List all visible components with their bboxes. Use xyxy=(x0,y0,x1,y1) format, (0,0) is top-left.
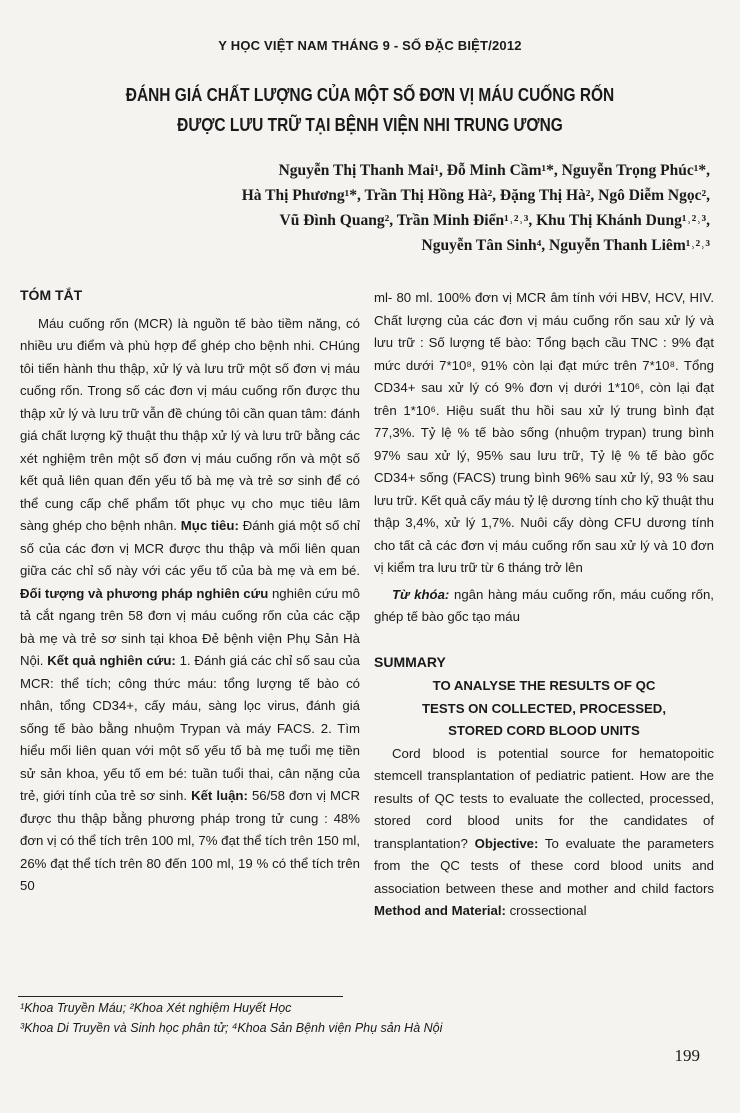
title-line-1: ĐÁNH GIÁ CHẤT LƯỢNG CỦA MỘT SỐ ĐƠN VỊ MÁU CUỐNG RỐN xyxy=(125,85,615,105)
conclusion-continued: ml- 80 ml. 100% đơn vị MCR âm tính với HBV, HCV, HIV. Chất lượng của các đơn vị máu cuống rốn sau xử lý và lưu trữ : Số lượng tế bào: Tổng bạch cầu TNC : 9% đạt mức dưới 7*10⁸, 91% còn lại đạt mức trên 7*10⁸. Tổng CD34+ sau xử lý có 9% đơn vị dưới 1*10⁶, còn lại đạt trên 1*10⁶. Hiệu suất thu hồi sau xử lý trung bình đạt 77,3%. Tỷ lệ % tế bào sống (nhuộm trypan) trung bình 97% sau xử lý, 95% sau lưu trữ, Tỷ lệ % tế bào gốc CD34+ sống (FACS) trung bình 96% sau xử lý, 93 % sau lưu trữ. Kết quả cấy máu tỷ lệ dương tính cho kỹ thuật thu thập 3,4%, xử lý 1,7%. Nuôi cấy dòng CFU dương tính cho tất cả các đơn vị máu cuống rốn sau xử lý và 10 đơn vị kiểm tra lưu trữ từ 6 tháng trở lên xyxy=(374,290,714,575)
objective-label-vi: Mục tiêu: xyxy=(180,518,239,533)
keywords xyxy=(374,584,714,629)
journal-header: Y HỌC VIỆT NAM THÁNG 9 - SỐ ĐẶC BIỆT/2012 xyxy=(218,38,522,53)
objective-text-vi: Đánh giá một số chỉ số của các đơn vị MCR được thu thập và mối liên quan giữa các chỉ số này với các yếu tố của bà mẹ và em bé. xyxy=(20,518,360,578)
footnote-2: ³Khoa Di Truyền và Sinh học phân tử; ⁴Khoa Sản Bệnh viện Phụ sản Hà Nội xyxy=(20,1021,443,1035)
footnote-1: ¹Khoa Truyền Máu; ²Khoa Xét nghiệm Huyết Học xyxy=(20,1001,292,1015)
article-title xyxy=(103,80,636,140)
abstract-vietnamese xyxy=(20,282,360,898)
results-label-vi: Kết quả nghiên cứu: xyxy=(47,653,176,668)
abstract-paragraph xyxy=(20,313,360,898)
author-line-3: Vũ Đình Quang², Trần Minh Điển¹˒²˒³, Khu Thị Khánh Dung¹˒²˒³, xyxy=(279,212,710,229)
author-line-1: Nguyễn Thị Thanh Mai¹, Đỗ Minh Cầm¹*, Nguyễn Trọng Phúc¹*, xyxy=(278,162,710,179)
page-number: 199 xyxy=(674,1046,700,1065)
author-list xyxy=(110,158,710,258)
methods-label-vi: Đối tượng và phương pháp nghiên cứu xyxy=(20,585,269,601)
abstract-heading: TÓM TẮT xyxy=(20,287,83,303)
results-text-vi: 1. Đánh giá các chỉ số sau của MCR: thể tích; công thức máu: tổng lượng tế bào có nhân, tổng CD34+, cấy máu, sàng lọc virus, đánh giá sống tế bào bằng nhuộm Trypan và máy FACS. 2. Tìm hiểu mối liên quan với một số yếu tố bà mẹ tuổi mẹ tiền sử sản khoa, yếu tố em bé: tuần tuổi thai, cân nặng của trẻ, giới tính của trẻ sơ sinh. xyxy=(20,653,360,803)
footnotes xyxy=(20,998,580,1038)
summary-intro: Cord blood is potential source for hematopoitic stemcell transplantation of pediatric patient. How are the results of QC tests to evaluate the collected, processed, stored cord blood units for the candidates of transplantation? xyxy=(374,745,714,851)
objective-label-en: Objective: xyxy=(474,835,539,851)
method-text-en: crossectional xyxy=(509,903,587,918)
conclusion-label-vi: Kết luận: xyxy=(191,788,248,803)
author-line-4: Nguyễn Tân Sinh⁴, Nguyễn Thanh Liêm¹˒²˒³ xyxy=(421,237,710,254)
methods-text-vi: nghiên cứu mô tả cắt ngang trên 58 đơn vị máu cuống rốn của các cặp bà mẹ và trẻ sơ sinh tại khoa Đẻ bệnh viện Phụ Sản Hà Nội. xyxy=(20,585,360,668)
keywords-label: Từ khóa: xyxy=(392,586,450,602)
abstract-continued xyxy=(374,287,714,923)
conclusion-text-vi: 56/58 đơn vị MCR được thu thập bằng phương pháp trong tử cung : 48% đơn vị có thể tích trên 100 ml, 7% đạt thể tích trên 150 ml, 26% đạt thể tích trên 80 đến 100 ml, 19 % có thể tích trên 50 xyxy=(20,788,360,893)
keywords-text: ngân hàng máu cuống rốn, máu cuống rốn, ghép tế bào gốc tạo máu xyxy=(374,586,714,624)
method-label-en: Method and Material: xyxy=(374,903,506,918)
title-line-2: ĐƯỢC LƯU TRỮ TẠI BỆNH VIỆN NHI TRUNG ƯƠNG xyxy=(177,115,563,135)
summary-heading: SUMMARY xyxy=(374,653,446,670)
summary-paragraph xyxy=(374,743,714,923)
abstract-intro: Máu cuống rốn (MCR) là nguồn tế bào tiềm năng, có nhiều ưu điểm và phù hợp để ghép cho bệnh nhi. CHúng tôi tiến hành thu thập, xử lý và lưu trữ một số đơn vị máu cuống rốn. Trong số các đơn vị máu cuống rốn được thu thập xử lý và lưu trữ vẫn đề chúng tôi cần quan tâm: đánh giá chất lượng kỹ thuật thu thập xử lý và lưu trữ bằng các xét nghiệm trên một số đơn vị máu cuống rốn và một số kết quả liên quan đến yếu tố bà mẹ và trẻ sơ sinh để có thể cung cấp chế phẩm tốt phục vụ cho mục tiêu lâm sàng ghép cho bệnh nhân. xyxy=(20,315,360,533)
objective-text-en: To evaluate the parameters from the QC tests of these cord blood units and association between these and mother and child factors xyxy=(374,835,715,896)
author-line-2: Hà Thị Phương¹*, Trần Thị Hồng Hà², Đặng Thị Hà², Ngô Diễm Ngọc², xyxy=(241,187,710,204)
footnote-divider xyxy=(18,996,343,997)
summary-title: TO ANALYSE THE RESULTS OF QC TESTS ON COLLECTED, PROCESSED, STORED CORD BLOOD UNITS xyxy=(422,678,666,738)
